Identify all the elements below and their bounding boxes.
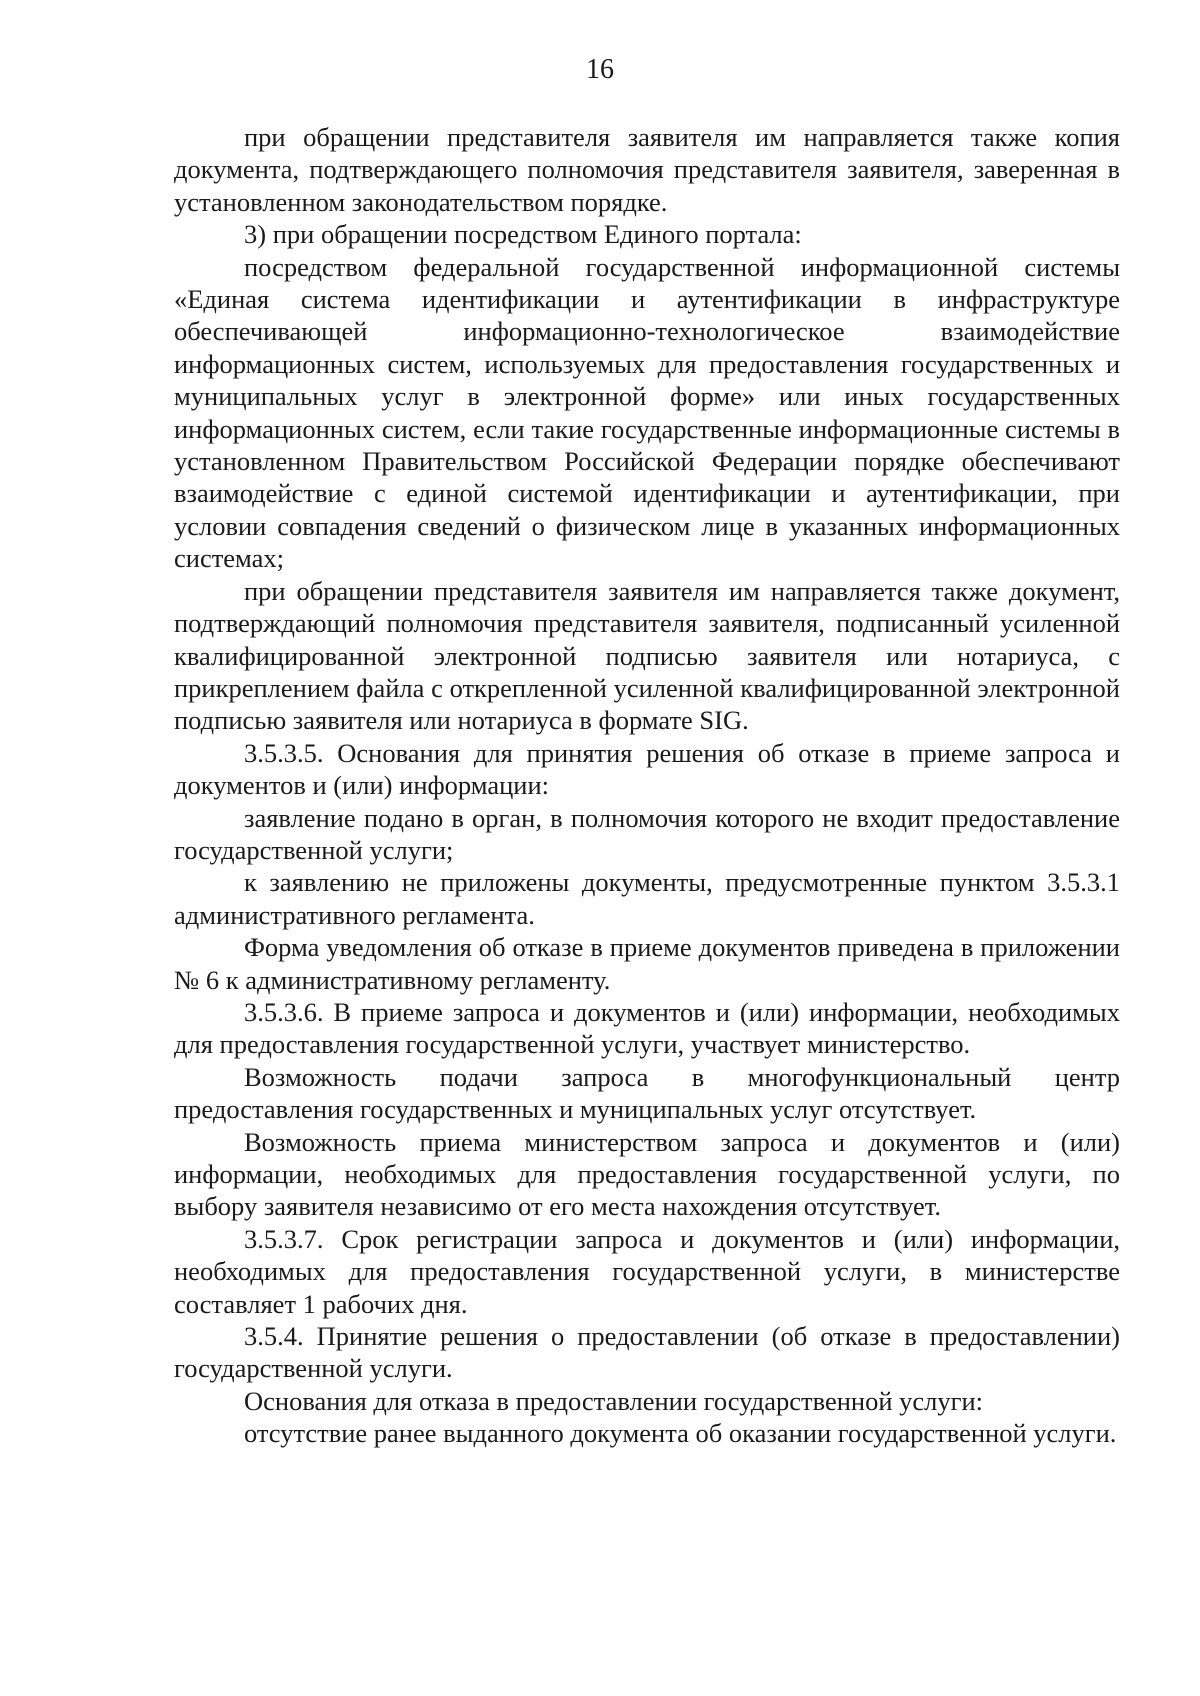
paragraph-3-5-3-5: 3.5.3.5. Основания для принятия решения об отказе в приеме запроса и документов и (или) информации: (174, 737, 1120, 801)
paragraph-single-portal: 3) при обращении посредством Единого портала: (244, 219, 802, 250)
paragraph-missing-documents: к заявлению не приложены документы, предусмотренные пунктом 3.5.3.1 административного регламента. (174, 867, 1120, 930)
paragraph-representative-copy: при обращении представителя заявителя им направляется также копия документа, подтверждающего полномочия представителя заявителя, заверенная в установленном законодательством порядке. (174, 122, 1120, 217)
paragraph-no-previous-document: отсутствие ранее выданного документа об оказании государственной услуги. (244, 1418, 1117, 1449)
paragraph-3-5-3-7: 3.5.3.7. Срок регистрации запроса и документов и (или) информации, необходимых для предоставления государственной услуги, в министерстве составляет 1 рабочих дня. (174, 1223, 1120, 1319)
paragraph-3-5-4: 3.5.4. Принятие решения о предоставлении (об отказе в предоставлении) государственной услуги. (174, 1321, 1120, 1384)
paragraph-esia: посредством федеральной государственной информационной системы «Единая система идентификации и аутентификации в инфраструктуре обеспечивающей информационно-технологическое взаимодействие информационных систем, используемых для предоставления государственных и муниципальных услуг в электронной форме» или иных государственных информационных систем, если такие государственные информационные системы в установленном Правительством Российской Федерации порядке обеспечивают взаимодействие с единой системой идентификации и аутентификации, при условии совпадения сведений о физическом лице в указанных информационных системах; (174, 251, 1120, 574)
paragraph-mfc: Возможность подачи запроса в многофункциональный центр предоставления государственных и муниципальных услуг отсутствует. (174, 1061, 1120, 1125)
paragraph-representative-signature: при обращении представителя заявителя им направляется также документ, подтверждающий полномочия представителя заявителя, подписанный усиленной квалифицированной электронной подписью заявителя или нотариуса, с прикреплением файла с открепленной усиленной квалифицированной электронной подписью заявителя или нотариуса в формате SIG. (174, 575, 1120, 736)
paragraph-refusal-grounds: Основания для отказа в предоставлении государственной услуги: (244, 1385, 984, 1416)
page-number: 16 (586, 54, 614, 85)
paragraph-notice-form: Форма уведомления об отказе в приеме документов приведена в приложении № 6 к административному регламенту. (174, 932, 1120, 995)
paragraph-3-5-3-6: 3.5.3.6. В приеме запроса и документов и (или) информации, необходимых для предоставления государственной услуги, участвует министерство. (174, 996, 1120, 1060)
document-body (174, 121, 1120, 1450)
paragraph-extraterritorial: Возможность приема министерством запроса и документов и (или) информации, необходимых для предоставления государственной услуги, по выбору заявителя независимо от его места нахождения отсутствует. (174, 1126, 1120, 1222)
paragraph-wrong-authority: заявление подано в орган, в полномочия которого не входит предоставление государственной услуги; (174, 802, 1120, 865)
